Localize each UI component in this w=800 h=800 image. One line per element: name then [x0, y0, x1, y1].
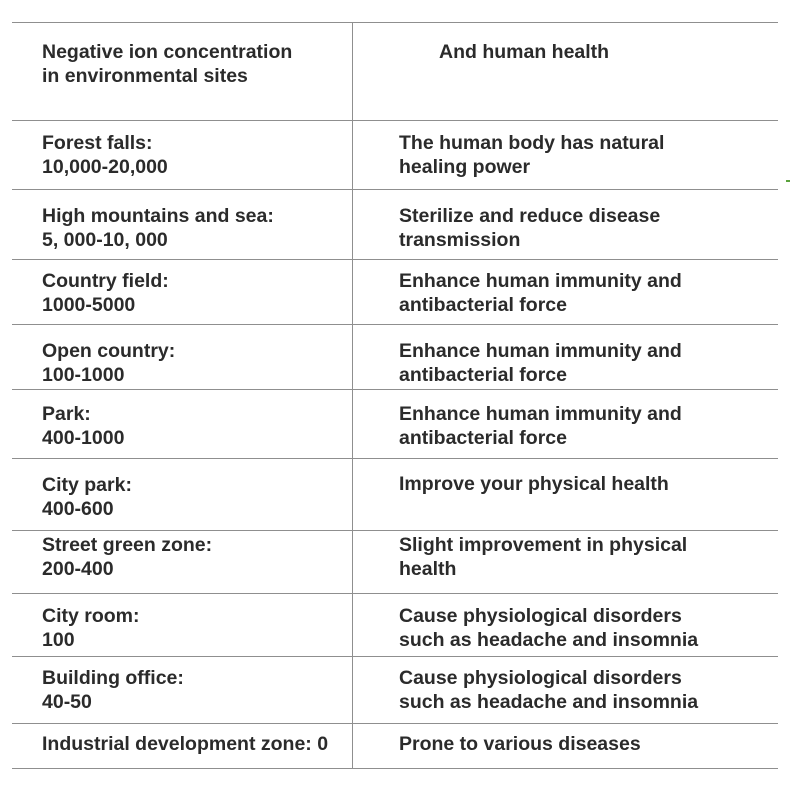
- health-cell: [353, 325, 778, 389]
- health-cell: [353, 657, 778, 723]
- health-effect-line: The human body has natural: [399, 132, 665, 154]
- table-row: [12, 325, 778, 390]
- site-name: Industrial development zone: 0: [42, 733, 329, 755]
- site-name: City park:: [42, 474, 132, 496]
- health-cell: [353, 260, 778, 324]
- site-cell: [12, 459, 353, 530]
- site-concentration: 10,000-20,000: [42, 156, 168, 178]
- table-row: [12, 459, 778, 531]
- health-effect-line: transmission: [399, 229, 521, 251]
- health-effect-line: Prone to various diseases: [399, 733, 641, 755]
- health-effect-line: such as headache and insomnia: [399, 691, 699, 713]
- site-name: Open country:: [42, 340, 176, 362]
- site-concentration: 5, 000-10, 000: [42, 229, 168, 251]
- health-effect-line: antibacterial force: [399, 364, 567, 386]
- health-effect-line: such as headache and insomnia: [399, 629, 699, 651]
- health-effect-line: antibacterial force: [399, 294, 567, 316]
- site-cell: [12, 190, 353, 259]
- site-cell: [12, 390, 353, 458]
- site-concentration: 40-50: [42, 691, 92, 713]
- header-left-line: Negative ion concentration: [42, 41, 293, 63]
- health-cell: [353, 390, 778, 458]
- health-effect-line: health: [399, 558, 457, 580]
- health-effect-line: Cause physiological disorders: [399, 667, 682, 689]
- table-row: [12, 390, 778, 459]
- site-cell: [12, 121, 353, 189]
- site-concentration: 100: [42, 629, 75, 651]
- site-cell: [12, 594, 353, 656]
- site-concentration: 1000-5000: [42, 294, 136, 316]
- header-right-line: And human health: [439, 41, 610, 63]
- site-concentration: 100-1000: [42, 364, 125, 386]
- health-effect-line: Sterilize and reduce disease: [399, 205, 661, 227]
- site-name: High mountains and sea:: [42, 205, 274, 227]
- header-left-line: in environmental sites: [42, 65, 248, 87]
- health-effect-line: Improve your physical health: [399, 473, 669, 495]
- site-concentration: 400-600: [42, 498, 114, 520]
- health-effect-line: Slight improvement in physical: [399, 534, 688, 556]
- health-effect-line: Enhance human immunity and: [399, 403, 682, 425]
- site-name: Street green zone:: [42, 534, 213, 556]
- health-cell: [353, 121, 778, 189]
- health-effect-line: Cause physiological disorders: [399, 605, 682, 627]
- health-cell: [353, 531, 778, 593]
- site-name: Building office:: [42, 667, 184, 689]
- health-effect-line: healing power: [399, 156, 531, 178]
- site-cell: [12, 325, 353, 389]
- site-cell: [12, 657, 353, 723]
- site-name: City room:: [42, 605, 140, 627]
- health-effect-line: Enhance human immunity and: [399, 340, 682, 362]
- table-row: [12, 594, 778, 657]
- table-row: [12, 531, 778, 594]
- edge-mark: [786, 180, 790, 182]
- site-cell: [12, 724, 353, 768]
- table-row: [12, 657, 778, 724]
- health-cell: [353, 594, 778, 656]
- health-cell: [353, 724, 778, 768]
- site-cell: [12, 531, 353, 593]
- table-header-row: [12, 22, 778, 121]
- site-cell: [12, 260, 353, 324]
- header-human-health: [353, 23, 778, 120]
- health-cell: [353, 190, 778, 259]
- health-cell: [353, 459, 778, 530]
- site-concentration: 200-400: [42, 558, 114, 580]
- site-concentration: 400-1000: [42, 427, 125, 449]
- site-name: Country field:: [42, 270, 169, 292]
- header-site-concentration: [12, 23, 353, 120]
- site-name: Forest falls:: [42, 132, 153, 154]
- site-name: Park:: [42, 403, 91, 425]
- table-row: [12, 260, 778, 325]
- health-effect-line: antibacterial force: [399, 427, 567, 449]
- table-row: [12, 724, 778, 769]
- health-effect-line: Enhance human immunity and: [399, 270, 682, 292]
- ion-health-table: [12, 22, 778, 769]
- table-row: [12, 121, 778, 190]
- table-row: [12, 190, 778, 260]
